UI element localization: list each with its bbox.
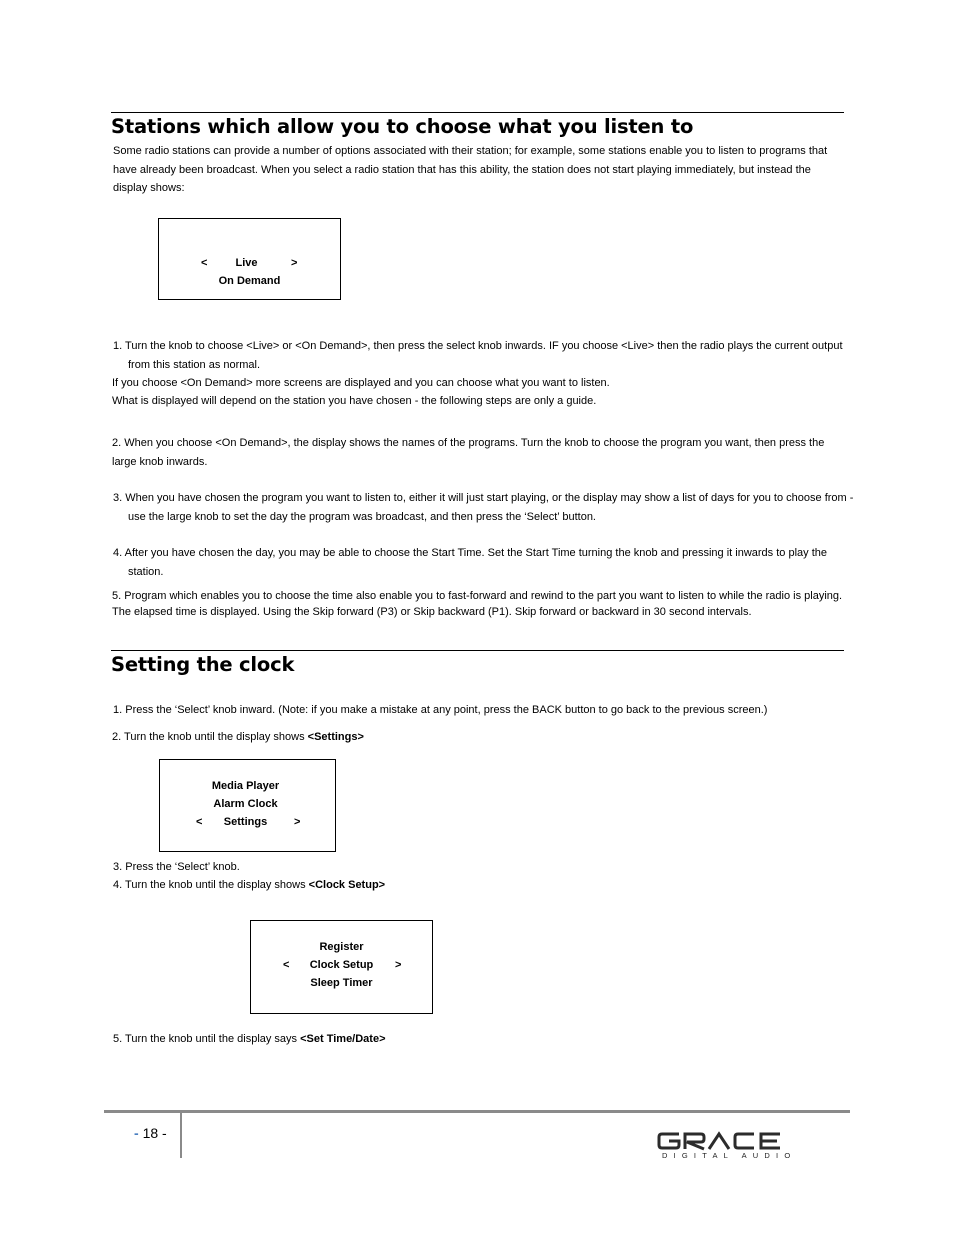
lcd-display-live-ondemand (158, 218, 341, 300)
section-divider-clock (111, 650, 844, 651)
intro-paragraph: Some radio stations can provide a number of options associated with their station; for example, some stations enable you to listen to programs that have already been broadcast. When you select a radio station that has this ability, the station does not start playing immediately, but instead the display shows: (113, 145, 828, 194)
page-number-value: 18 (142, 1125, 159, 1141)
clock-step-2-text: 2. Turn the knob until the display shows (112, 731, 308, 743)
clock-step-4 (113, 876, 845, 895)
lcd-display-settings (159, 759, 336, 852)
grace-logo-mark (657, 1131, 783, 1151)
display-arrow-left: < (283, 959, 290, 971)
step-5-fast-forward: 5. Program which enables you to choose the time also enable you to fast-forward and rewind to the part you want to listen to while the radio is playing. The elapsed time is displayed. Using the Skip forward (P3) or Skip backward (P1). Skip forward or backward in 30 second intervals. (112, 590, 843, 618)
lcd-display-clock-setup (250, 920, 433, 1014)
step-3-program: 3. When you have chosen the program you want to listen to, either it will just start playing, or the display may show a list of days for you to choose from - use the large knob to set the day the program was broadcast, and then press the ‘Select’ button. (113, 492, 854, 523)
display-arrow-left: < (201, 257, 208, 269)
display-line-media-player: Media Player (211, 780, 280, 792)
page-number-dash-left: - (134, 1125, 139, 1141)
step-1-live-ondemand: 1. Turn the knob to choose <Live> or <On Demand>, then press the select knob inwards. IF you choose <Live> then the radio plays the current output from this station as normal. (113, 340, 843, 371)
display-arrow-right: > (294, 816, 301, 828)
clock-step-5-text: 5. Turn the knob until the display says (113, 1033, 301, 1045)
display-arrow-right: > (395, 959, 402, 971)
clock-step-4-text: 4. Turn the knob until the display shows (113, 879, 309, 891)
display-arrow-right: > (291, 257, 298, 269)
step-4-start-time: 4. After you have chosen the day, you may be able to choose the Start Time. Set the Start Time turning the knob and pressing it inwards to play the station. (113, 547, 827, 578)
display-arrow-left: < (196, 816, 203, 828)
clock-step-3: 3. Press the ‘Select’ knob. (113, 861, 240, 873)
clock-step-4-bold: <Clock Setup> (308, 879, 386, 891)
step-2-ondemand: 2. When you choose <On Demand>, the display shows the names of the programs. Turn the knob to choose the program you want, then press the large knob inwards. (112, 437, 825, 468)
clock-step-2-bold: <Settings> (307, 731, 364, 743)
clock-step-5 (113, 1030, 845, 1049)
step-1-note-2: What is displayed will depend on the station you have chosen - the following steps are only a guide. (112, 395, 597, 407)
display-line-register: Register (319, 941, 364, 953)
grace-logo-subtext: DIGITAL AUDIO (662, 1151, 797, 1160)
section-divider-top (111, 112, 844, 113)
clock-step-1: 1. Press the ‘Select’ knob inward. (Note: if you make a mistake at any point, press the BACK button to go back to the previous screen.) (113, 704, 768, 716)
clock-step-5-bold: <Set Time/Date> (300, 1033, 386, 1045)
display-line-settings: Settings (223, 816, 268, 828)
step-1-note-1: If you choose <On Demand> more screens are displayed and you can choose what you want to listen. (112, 377, 610, 389)
clock-step-2 (112, 728, 844, 747)
display-line-clock-setup: Clock Setup (309, 959, 374, 971)
display-line-alarm-clock: Alarm Clock (213, 798, 278, 810)
display-line-live: Live (235, 257, 258, 269)
display-line-sleep-timer: Sleep Timer (310, 977, 373, 989)
section-heading-stations: Stations which allow you to choose what you listen to (111, 115, 694, 138)
page-number-dash-right: - (162, 1125, 167, 1141)
section-heading-clock: Setting the clock (111, 653, 295, 676)
footer-vertical-rule (180, 1112, 182, 1158)
display-line-ondemand: On Demand (218, 275, 281, 287)
page-number (134, 1125, 167, 1141)
footer-rule (104, 1110, 850, 1113)
